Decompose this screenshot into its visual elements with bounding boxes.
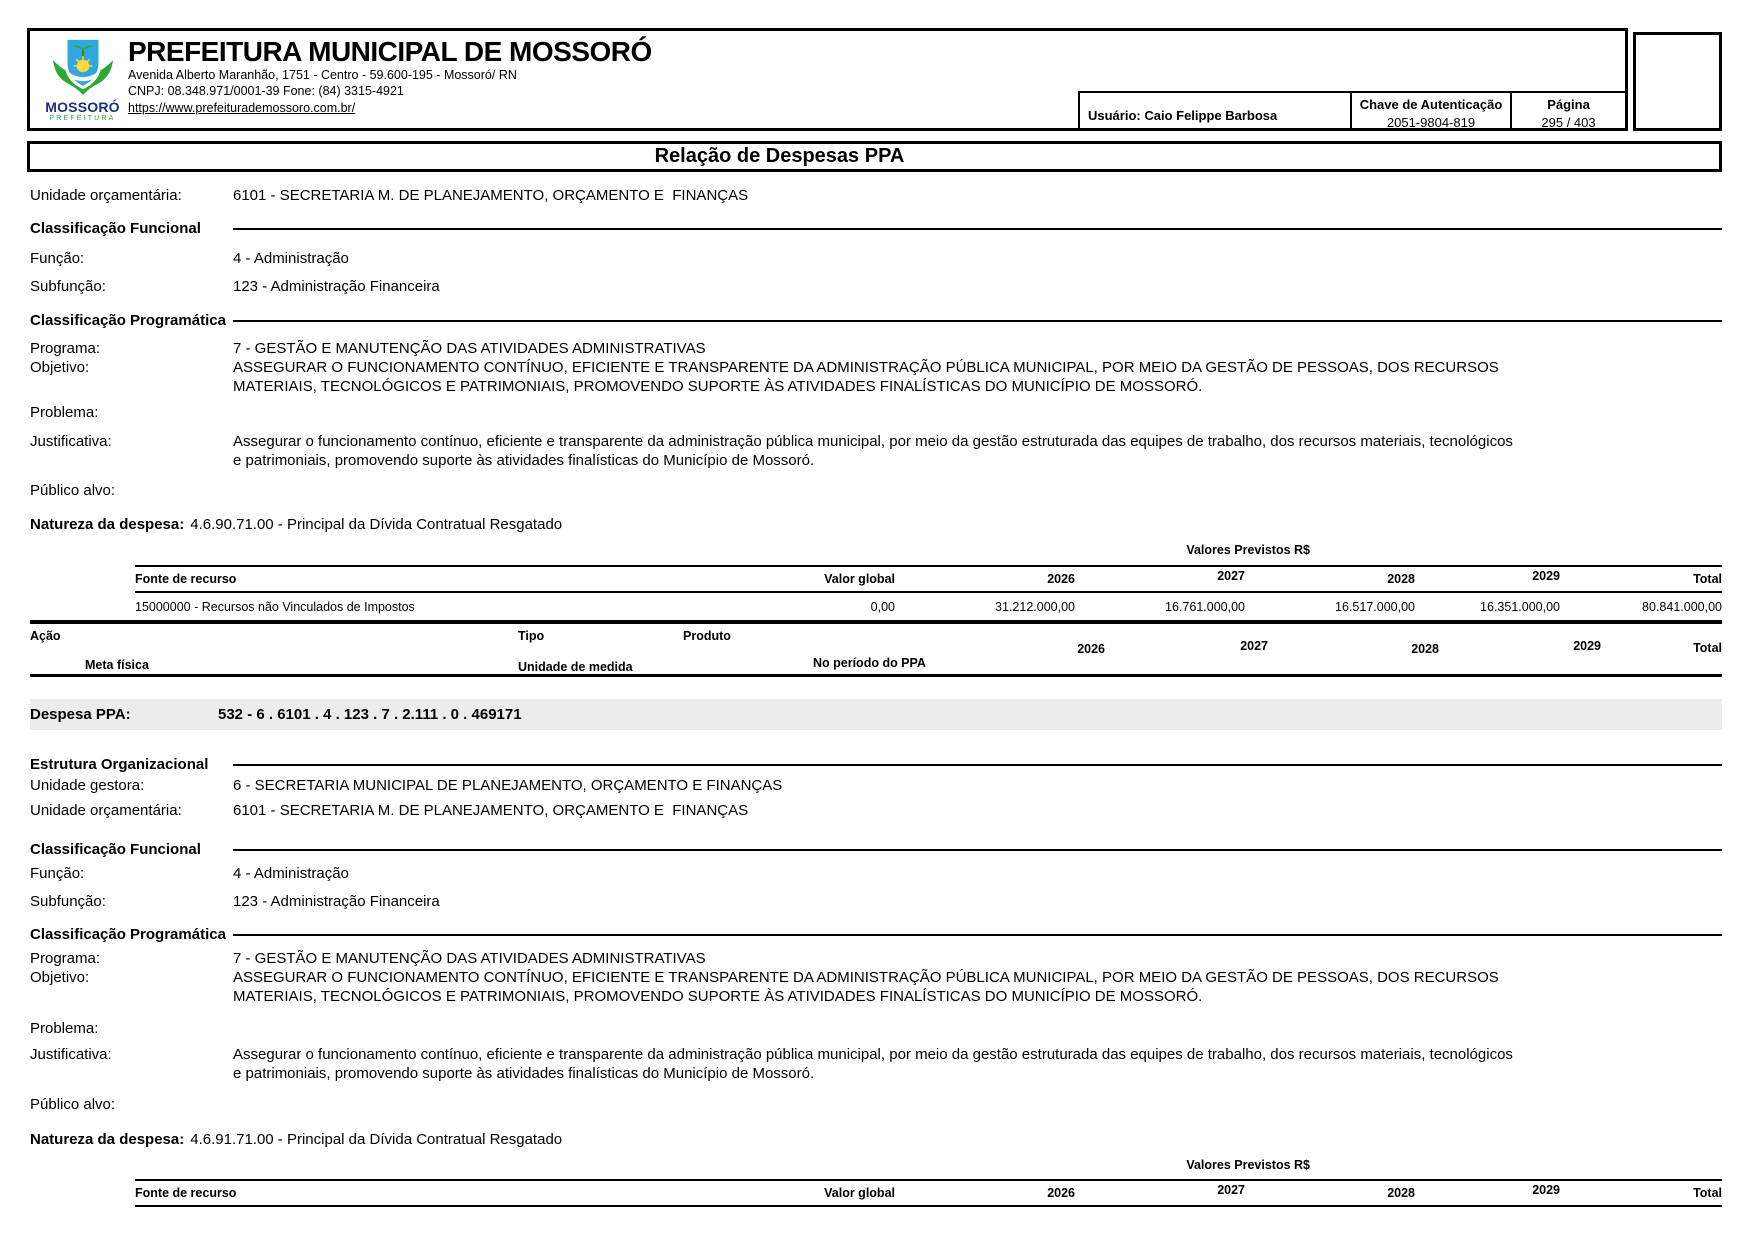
section-heading-text: Classificação Funcional xyxy=(30,220,201,237)
field-row-unidade-gestora xyxy=(30,776,1722,795)
field-row-justificativa xyxy=(30,432,1722,470)
no-periodo-ppa-column-header: No período do PPA xyxy=(813,656,926,670)
report-body xyxy=(30,186,1722,1207)
column-header-2027: 2027 xyxy=(1217,1183,1245,1197)
column-header-2027: 2027 xyxy=(1217,569,1245,583)
section-heading-text: Classificação Programática xyxy=(30,312,226,329)
section-heading-classificacao-programatica xyxy=(30,311,1722,330)
acao-table-header xyxy=(30,620,1722,677)
field-value: 6101 - SECRETARIA M. DE PLANEJAMENTO, ORÇAMENTO E FINANÇAS xyxy=(233,187,749,204)
acao-header-2029: 2029 xyxy=(1573,639,1601,653)
field-row-problema xyxy=(30,1019,1722,1038)
auth-key-cell xyxy=(1350,93,1510,128)
column-header-2026: 2026 xyxy=(1047,572,1075,586)
field-row-publico-alvo xyxy=(30,1095,1722,1114)
cell-2028: 16.517.000,00 xyxy=(1335,599,1415,614)
logo-subtitle-label: PREFEITURA xyxy=(49,115,116,122)
field-value: 7 - GESTÃO E MANUTENÇÃO DAS ATIVIDADES ADMINISTRATIVAS xyxy=(233,950,706,967)
valores-previstos-caption: Valores Previstos R$ xyxy=(1186,1158,1310,1172)
page-cell xyxy=(1510,93,1625,128)
org-website-link[interactable]: https://www.prefeiturademossoro.com.br/ xyxy=(128,101,356,115)
field-label: Problema: xyxy=(30,404,99,421)
cell-fonte: 15000000 - Recursos não Vinculados de Impostos xyxy=(135,599,415,614)
field-label: Justificativa: xyxy=(30,433,112,450)
auth-key-label: Chave de Autenticação xyxy=(1359,97,1503,112)
field-label: Programa: xyxy=(30,340,101,357)
report-title-bar xyxy=(27,141,1722,172)
auth-key-value: 2051-9804-819 xyxy=(1386,115,1476,130)
unidade-medida-column-header: Unidade de medida xyxy=(518,660,633,674)
field-value: 123 - Administração Financeira xyxy=(233,893,440,910)
heading-rule xyxy=(233,228,1722,230)
section-heading-classificacao-programatica xyxy=(30,925,1722,944)
section-heading-estrutura-organizacional xyxy=(30,755,1722,774)
field-row-funcao xyxy=(30,864,1722,883)
natureza-despesa-label: Natureza da despesa: xyxy=(30,516,185,533)
natureza-despesa-value: 4.6.91.71.00 - Principal da Dívida Contratual Resgatado xyxy=(190,1131,563,1148)
field-row-publico-alvo xyxy=(30,481,1722,500)
cell-2029: 16.351.000,00 xyxy=(1480,599,1560,614)
cell-2026: 31.212.000,00 xyxy=(995,599,1075,614)
column-header-2029: 2029 xyxy=(1532,569,1560,583)
org-cnpj-phone: CNPJ: 08.348.971/0001-39 Fone: (84) 3315-4921 xyxy=(128,83,404,98)
column-header-2026: 2026 xyxy=(1047,1186,1075,1200)
field-row-funcao xyxy=(30,249,1722,268)
natureza-despesa-row xyxy=(30,515,1722,534)
column-header-valor-global: Valor global xyxy=(824,1186,895,1200)
field-row-programa xyxy=(30,949,1722,968)
tipo-column-header: Tipo xyxy=(518,629,545,643)
cell-total: 80.841.000,00 xyxy=(1642,599,1722,614)
logo-city-label: MOSSORÓ xyxy=(45,99,120,115)
field-row-programa xyxy=(30,339,1722,358)
org-address: Avenida Alberto Maranhão, 1751 - Centro - 59.600-195 - Mossoró/ RN xyxy=(128,68,517,82)
column-header-2029: 2029 xyxy=(1532,1183,1560,1197)
field-value: 6101 - SECRETARIA M. DE PLANEJAMENTO, ORÇAMENTO E FINANÇAS xyxy=(233,802,749,819)
column-header-2028: 2028 xyxy=(1387,572,1415,586)
acao-header-total: Total xyxy=(1693,641,1722,655)
field-label: Função: xyxy=(30,865,85,882)
table-header-row xyxy=(135,567,1722,593)
header-side-box xyxy=(1633,32,1722,131)
field-label: Unidade orçamentária: xyxy=(30,802,182,819)
column-header-2028: 2028 xyxy=(1387,1186,1415,1200)
field-value: 7 - GESTÃO E MANUTENÇÃO DAS ATIVIDADES ADMINISTRATIVAS xyxy=(233,340,706,357)
field-label: Subfunção: xyxy=(30,893,106,910)
field-label: Público alvo: xyxy=(30,1096,116,1113)
field-value: 123 - Administração Financeira xyxy=(233,278,440,295)
field-value: 4 - Administração xyxy=(233,250,349,267)
field-row-justificativa xyxy=(30,1045,1722,1083)
acao-header-2028: 2028 xyxy=(1411,642,1439,656)
despesa-ppa-label: Despesa PPA: xyxy=(30,706,131,723)
column-header-fonte: Fonte de recurso xyxy=(135,572,237,586)
section-heading-text: Classificação Funcional xyxy=(30,841,201,858)
column-header-valor-global: Valor global xyxy=(824,572,895,586)
field-value: Assegurar o funcionamento contínuo, eficiente e transparente da administração pública municipal, por meio da gestão estruturada das equipes de trabalho, dos recursos materiais, tecnológicos e patrimoniais, promovendo suporte às atividades finalísticas do Município de Mossoró. xyxy=(233,1046,1518,1082)
field-label: Unidade gestora: xyxy=(30,777,145,794)
cell-2027: 16.761.000,00 xyxy=(1165,599,1245,614)
acao-column-header: Ação xyxy=(30,629,61,643)
field-row-unidade-orcamentaria xyxy=(30,186,1722,205)
field-value: 4 - Administração xyxy=(233,865,349,882)
field-row-objetivo xyxy=(30,968,1722,1006)
field-row-unidade-orcamentaria xyxy=(30,801,1722,820)
section-heading-text: Classificação Programática xyxy=(30,926,226,943)
produto-column-header: Produto xyxy=(683,629,731,643)
natureza-despesa-row xyxy=(30,1130,1722,1149)
field-label: Função: xyxy=(30,250,85,267)
field-row-problema xyxy=(30,403,1722,422)
page-label: Página xyxy=(1547,97,1590,112)
mossoro-crest-icon xyxy=(46,34,120,96)
heading-rule xyxy=(233,849,1722,851)
header-meta-cells xyxy=(1078,91,1625,128)
field-value: Assegurar o funcionamento contínuo, eficiente e transparente da administração pública municipal, por meio da gestão estruturada das equipes de trabalho, dos recursos materiais, tecnológicos e patrimoniais, promovendo suporte às atividades finalísticas do Município de Mossoró. xyxy=(233,433,1518,469)
field-row-objetivo xyxy=(30,358,1722,396)
section-heading-text: Estrutura Organizacional xyxy=(30,756,209,773)
field-label: Problema: xyxy=(30,1020,99,1037)
column-header-fonte: Fonte de recurso xyxy=(135,1186,237,1200)
despesa-ppa-bar xyxy=(30,699,1722,730)
cell-valor-global: 0,00 xyxy=(870,599,895,614)
field-label: Justificativa: xyxy=(30,1046,112,1063)
field-label: Público alvo: xyxy=(30,482,116,499)
user-cell: Usuário: Caio Felippe Barbosa xyxy=(1078,93,1350,128)
column-header-total: Total xyxy=(1693,1186,1722,1200)
org-name: PREFEITURA MUNICIPAL DE MOSSORÓ xyxy=(128,36,652,67)
heading-rule xyxy=(233,764,1722,766)
field-row-subfuncao xyxy=(30,892,1722,911)
valores-previstos-caption: Valores Previstos R$ xyxy=(1186,543,1310,557)
field-label: Subfunção: xyxy=(30,278,106,295)
heading-rule xyxy=(233,934,1722,936)
field-value: ASSEGURAR O FUNCIONAMENTO CONTÍNUO, EFICIENTE E TRANSPARENTE DA ADMINISTRAÇÃO PÚBLICA MUNICIPAL, POR MEIO DA GESTÃO DE PESSOAS, DOS RECURSOS MATERIAIS, TECNOLÓGICOS E PATRIMONIAIS, PROMOVENDO SUPORTE ÀS ATIVIDADES FINALÍSTICAS DO MUNICÍPIO DE MOSSORÓ. xyxy=(233,359,1503,395)
document-header xyxy=(27,28,1722,134)
page-number: 295 / 403 xyxy=(1541,115,1596,130)
header-box xyxy=(27,28,1628,131)
municipality-logo xyxy=(30,31,122,128)
field-label: Objetivo: xyxy=(30,359,90,376)
field-label: Unidade orçamentária: xyxy=(30,187,182,204)
report-title: Relação de Despesas PPA xyxy=(654,145,905,167)
meta-fisica-column-header: Meta física xyxy=(85,658,149,672)
heading-rule xyxy=(233,320,1722,322)
table-row xyxy=(135,593,1722,620)
field-value: 6 - SECRETARIA MUNICIPAL DE PLANEJAMENTO, ORÇAMENTO E FINANÇAS xyxy=(233,777,783,794)
natureza-despesa-value: 4.6.90.71.00 - Principal da Dívida Contratual Resgatado xyxy=(190,516,563,533)
table-header-row xyxy=(135,1181,1722,1207)
fonte-recurso-table-2 xyxy=(135,1179,1722,1207)
acao-header-2027: 2027 xyxy=(1240,639,1268,653)
natureza-despesa-label: Natureza da despesa: xyxy=(30,1131,185,1148)
field-row-subfuncao xyxy=(30,277,1722,296)
column-header-total: Total xyxy=(1693,572,1722,586)
section-heading-classificacao-funcional xyxy=(30,840,1722,859)
acao-header-2026: 2026 xyxy=(1077,642,1105,656)
field-label: Objetivo: xyxy=(30,969,90,986)
field-label: Programa: xyxy=(30,950,101,967)
org-info xyxy=(122,31,652,128)
field-value: ASSEGURAR O FUNCIONAMENTO CONTÍNUO, EFICIENTE E TRANSPARENTE DA ADMINISTRAÇÃO PÚBLICA MUNICIPAL, POR MEIO DA GESTÃO DE PESSOAS, DOS RECURSOS MATERIAIS, TECNOLÓGICOS E PATRIMONIAIS, PROMOVENDO SUPORTE ÀS ATIVIDADES FINALÍSTICAS DO MUNICÍPIO DE MOSSORÓ. xyxy=(233,969,1503,1005)
fonte-recurso-table-1 xyxy=(135,565,1722,620)
section-heading-classificacao-funcional xyxy=(30,219,1722,238)
despesa-ppa-code: 532 - 6 . 6101 . 4 . 123 . 7 . 2.111 . 0 . 469171 xyxy=(218,706,522,723)
